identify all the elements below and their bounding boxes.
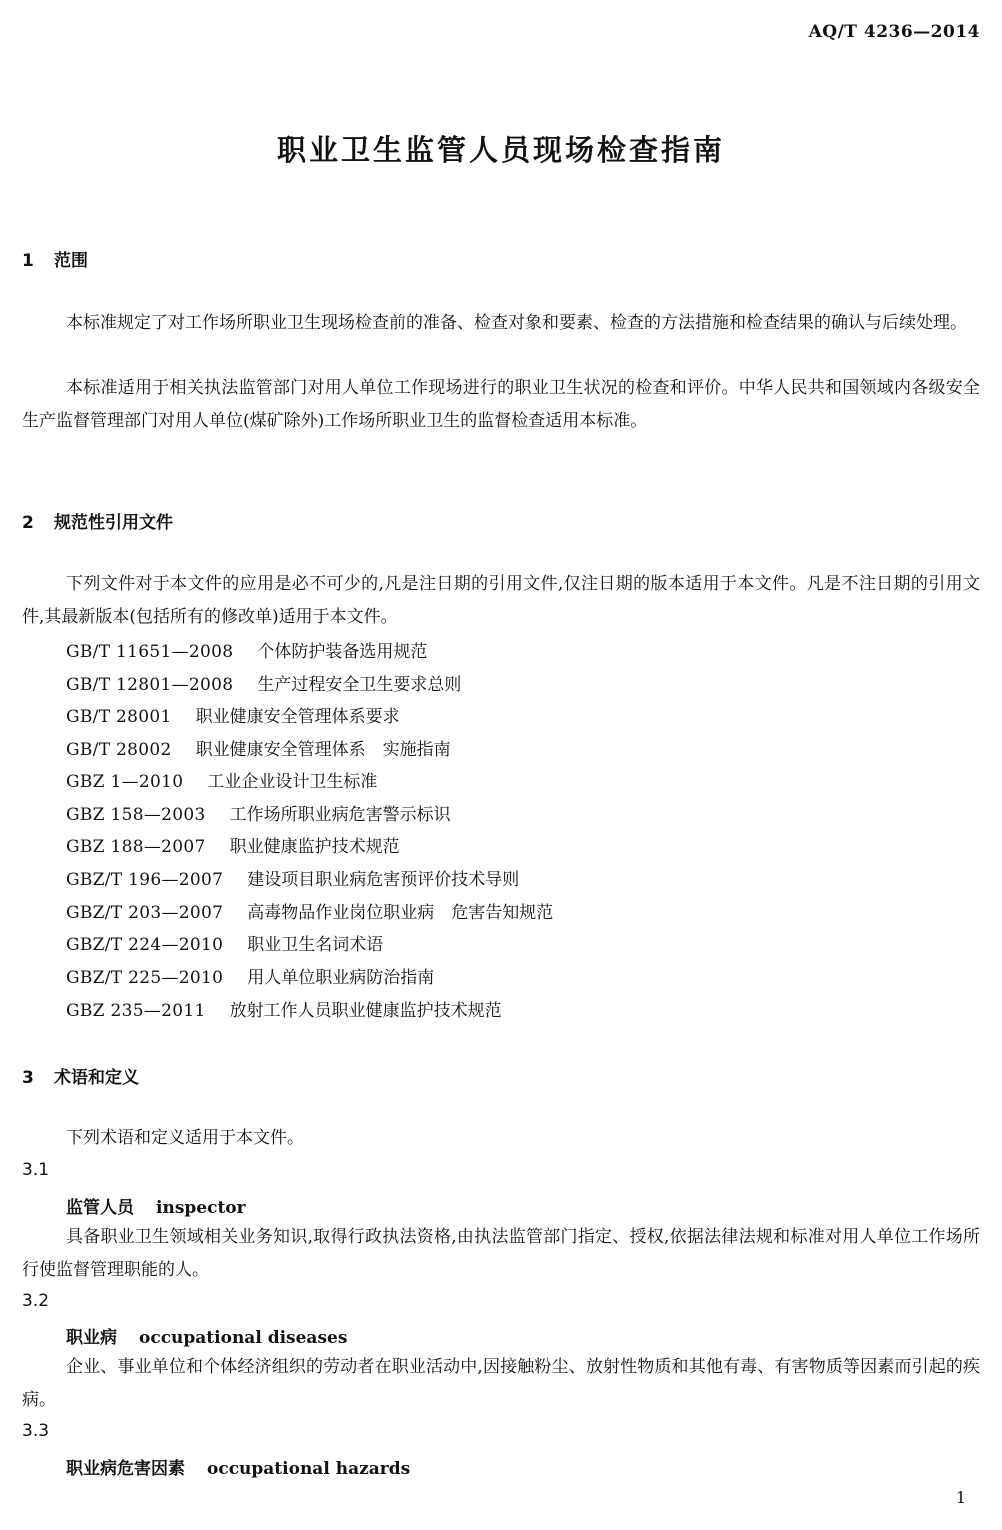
section-number: 1 bbox=[22, 251, 34, 271]
clause-number: 3.2 bbox=[22, 1291, 50, 1311]
scope-paragraph-1: 本标准规定了对工作场所职业卫生现场检查前的准备、检查对象和要素、检查的方法措施和检查结果的确认与后续处理。 bbox=[66, 313, 967, 333]
reference-code: GBZ 235—2011 bbox=[66, 1001, 206, 1021]
reference-code: GBZ 158—2003 bbox=[66, 805, 206, 825]
reference-code: GBZ 188—2007 bbox=[66, 837, 206, 857]
term-zh: 职业病 bbox=[66, 1328, 117, 1348]
reference-title: 职业卫生名词术语 bbox=[247, 935, 384, 955]
reference-item bbox=[66, 702, 400, 727]
term-en: occupational diseases bbox=[139, 1328, 348, 1348]
reference-code: GBZ/T 196—2007 bbox=[66, 870, 224, 890]
term-definition: 具备职业卫生领域相关业务知识,取得行政执法资格,由执法监管部门指定、授权,依据法律法规和标准对用人单位工作场所行使监督管理职能的人。 bbox=[22, 1227, 980, 1280]
reference-code: GBZ/T 203—2007 bbox=[66, 903, 224, 923]
term-en: inspector bbox=[156, 1198, 246, 1218]
page-number: 1 bbox=[955, 1488, 966, 1507]
term-heading bbox=[66, 1323, 347, 1348]
standard-number: AQ/T 4236—2014 bbox=[808, 22, 980, 42]
reference-title: 工作场所职业病危害警示标识 bbox=[229, 805, 451, 825]
term-zh: 监管人员 bbox=[66, 1198, 134, 1218]
reference-item bbox=[66, 865, 519, 890]
scope-paragraph-2: 本标准适用于相关执法监管部门对用人单位工作现场进行的职业卫生状况的检查和评价。中华人民共和国领域内各级安全生产监督管理部门对用人单位(煤矿除外)工作场所职业卫生的监督检查适用本标准。 bbox=[22, 378, 980, 431]
reference-code: GBZ/T 224—2010 bbox=[66, 935, 224, 955]
reference-code: GB/T 11651—2008 bbox=[66, 642, 234, 662]
reference-code: GB/T 28002 bbox=[66, 740, 172, 760]
reference-title: 职业健康安全管理体系 实施指南 bbox=[195, 740, 451, 760]
reference-title: 高毒物品作业岗位职业病 危害告知规范 bbox=[247, 903, 554, 923]
section-1-heading bbox=[22, 246, 88, 271]
references-intro: 下列文件对于本文件的应用是必不可少的,凡是注日期的引用文件,仅注日期的版本适用于本文件。凡是不注日期的引用文件,其最新版本(包括所有的修改单)适用于本文件。 bbox=[22, 574, 980, 627]
reference-code: GBZ/T 225—2010 bbox=[66, 968, 224, 988]
reference-item bbox=[66, 735, 451, 760]
page-title: 职业卫生监管人员现场检查指南 bbox=[276, 133, 725, 167]
section-title: 范围 bbox=[54, 251, 88, 271]
reference-title: 工业企业设计卫生标准 bbox=[207, 772, 378, 792]
reference-item bbox=[66, 637, 427, 662]
section-number: 3 bbox=[22, 1068, 34, 1088]
section-3-heading bbox=[22, 1063, 139, 1088]
reference-item bbox=[66, 963, 434, 988]
reference-item bbox=[66, 996, 502, 1021]
reference-item bbox=[66, 800, 451, 825]
section-number: 2 bbox=[22, 513, 34, 533]
reference-item bbox=[66, 832, 400, 857]
reference-title: 放射工作人员职业健康监护技术规范 bbox=[229, 1001, 502, 1021]
term-zh: 职业病危害因素 bbox=[66, 1459, 185, 1479]
section-2-heading bbox=[22, 508, 173, 533]
reference-item bbox=[66, 767, 377, 792]
section-title: 术语和定义 bbox=[54, 1068, 139, 1088]
term-en: occupational hazards bbox=[207, 1459, 411, 1479]
term-definition: 企业、事业单位和个体经济组织的劳动者在职业活动中,因接触粉尘、放射性物质和其他有毒、有害物质等因素而引起的疾病。 bbox=[22, 1357, 980, 1410]
reference-item bbox=[66, 930, 383, 955]
term-heading bbox=[66, 1193, 246, 1218]
term-heading bbox=[66, 1454, 410, 1479]
reference-item bbox=[66, 670, 461, 695]
reference-title: 建设项目职业病危害预评价技术导则 bbox=[247, 870, 520, 890]
reference-code: GB/T 12801—2008 bbox=[66, 675, 234, 695]
reference-code: GBZ 1—2010 bbox=[66, 772, 184, 792]
reference-title: 生产过程安全卫生要求总则 bbox=[257, 675, 462, 695]
reference-item bbox=[66, 898, 553, 923]
reference-title: 用人单位职业病防治指南 bbox=[247, 968, 435, 988]
terms-intro: 下列术语和定义适用于本文件。 bbox=[66, 1128, 304, 1148]
reference-title: 职业健康安全管理体系要求 bbox=[195, 707, 400, 727]
reference-title: 个体防护装备选用规范 bbox=[257, 642, 428, 662]
section-title: 规范性引用文件 bbox=[54, 513, 173, 533]
reference-code: GB/T 28001 bbox=[66, 707, 172, 727]
reference-title: 职业健康监护技术规范 bbox=[229, 837, 400, 857]
clause-number: 3.1 bbox=[22, 1160, 50, 1180]
clause-number: 3.3 bbox=[22, 1421, 50, 1441]
